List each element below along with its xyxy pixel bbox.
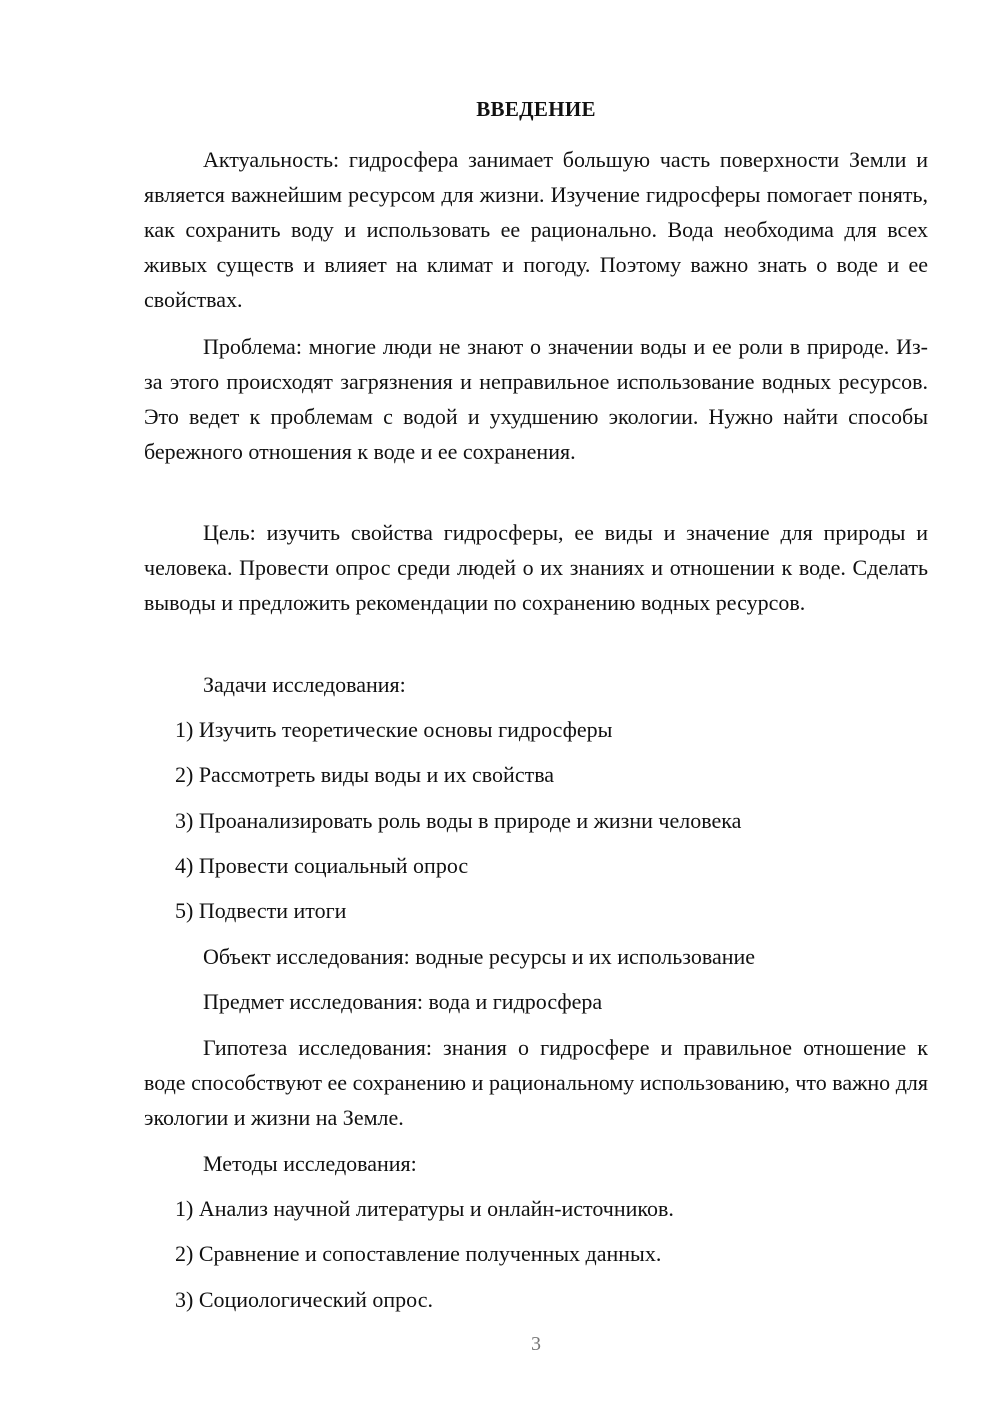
object-line: Объект исследования: водные ресурсы и их использование xyxy=(203,944,756,969)
relevance-paragraph: Актуальность: гидросфера занимает большую часть поверхности Земли и является важнейшим ресурсом для жизни. Изучение гидросферы помогает понять, как сохранить воду и использовать ее рационально. Вода необходима для всех живых существ и влияет на климат и погоду. Поэтому важно знать о воде и ее свойствах. xyxy=(144,147,928,312)
task-item: 4) Провести социальный опрос xyxy=(175,853,469,878)
method-item: 3) Социологический опрос. xyxy=(175,1287,433,1312)
tasks-heading: Задачи исследования: xyxy=(203,672,406,697)
subject-line: Предмет исследования: вода и гидросфера xyxy=(203,989,603,1014)
page-number: 3 xyxy=(531,1333,541,1355)
task-item: 1) Изучить теоретические основы гидросферы xyxy=(175,717,613,742)
method-item: 2) Сравнение и сопоставление полученных данных. xyxy=(175,1241,662,1266)
task-item: 5) Подвести итоги xyxy=(175,898,347,923)
hypothesis-paragraph: Гипотеза исследования: знания о гидросфере и правильное отношение к воде способствуют ее сохранению и рациональному использованию, что важно для экологии и жизни на Земле. xyxy=(144,1035,928,1130)
methods-heading: Методы исследования: xyxy=(203,1151,417,1176)
problem-paragraph: Проблема: многие люди не знают о значении воды и ее роли в природе. Из-за этого происходят загрязнения и неправильное использование водных ресурсов. Это ведет к проблемам с водой и ухудшению экологии. Нужно найти способы бережного отношения к воде и ее сохранения. xyxy=(144,334,928,464)
task-item: 3) Проанализировать роль воды в природе и жизни человека xyxy=(175,808,742,833)
page-title: ВВЕДЕНИЕ xyxy=(476,97,596,121)
method-item: 1) Анализ научной литературы и онлайн-источников. xyxy=(175,1196,674,1221)
task-item: 2) Рассмотреть виды воды и их свойства xyxy=(175,762,555,787)
goal-paragraph: Цель: изучить свойства гидросферы, ее виды и значение для природы и человека. Провести опрос среди людей о их знаниях и отношении к воде. Сделать выводы и предложить рекомендации по сохранению водных ресурсов. xyxy=(144,520,928,615)
